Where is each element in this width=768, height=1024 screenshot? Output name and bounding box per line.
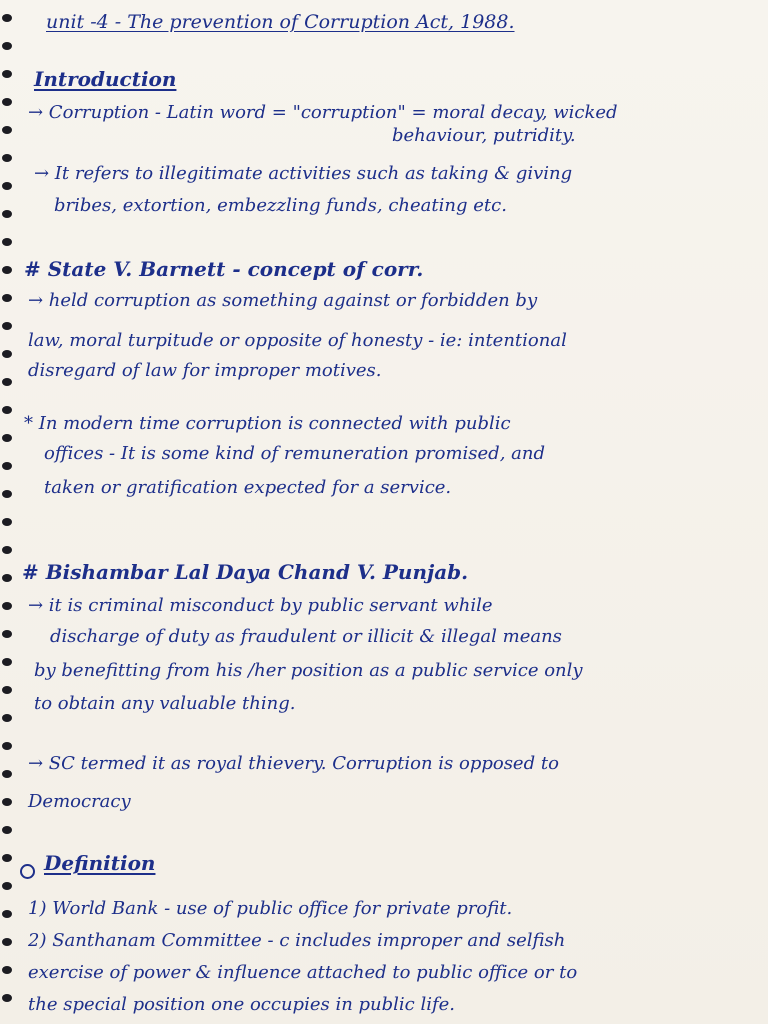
binding-hole <box>2 434 12 442</box>
note-line: law, moral turpitude or opposite of honesty - ie: intentional <box>28 330 567 351</box>
note-line: exercise of power & influence attached to public office or to <box>28 962 578 983</box>
binding-hole <box>2 854 12 862</box>
binding-hole <box>2 826 12 834</box>
binding-hole <box>2 210 12 218</box>
binding-hole <box>2 742 12 750</box>
note-line: → it is criminal misconduct by public servant while <box>28 595 493 616</box>
spiral-binding <box>0 0 22 1024</box>
binding-hole <box>2 798 12 806</box>
note-line: 2) Santhanam Committee - c includes improper and selfish <box>28 930 566 951</box>
binding-hole <box>2 350 12 358</box>
heading-bishambar-lal: # Bishambar Lal Daya Chand V. Punjab. <box>22 560 469 584</box>
heading-definition: Definition <box>44 851 156 875</box>
binding-hole <box>2 154 12 162</box>
note-line: 1) World Bank - use of public office for private profit. <box>28 898 513 919</box>
binding-hole <box>2 238 12 246</box>
binding-hole <box>2 994 12 1002</box>
binding-hole <box>2 322 12 330</box>
binding-hole <box>2 490 12 498</box>
binding-hole <box>2 882 12 890</box>
binding-hole <box>2 378 12 386</box>
binding-hole <box>2 910 12 918</box>
note-line: discharge of duty as fraudulent or illicit & illegal means <box>50 626 562 647</box>
binding-hole <box>2 14 12 22</box>
binding-hole <box>2 938 12 946</box>
note-line: → held corruption as something against or forbidden by <box>28 290 538 311</box>
note-line: → It refers to illegitimate activities such as taking & giving <box>34 163 573 184</box>
heading-state-v-barnett: # State V. Barnett - concept of corr. <box>24 257 424 281</box>
binding-hole <box>2 658 12 666</box>
heading-introduction: Introduction <box>34 67 177 91</box>
page-title: unit -4 - The prevention of Corruption Act, 1988. <box>46 11 515 33</box>
note-line: behaviour, putridity. <box>392 125 576 146</box>
note-line: * In modern time corruption is connected with public <box>24 413 511 434</box>
binding-hole <box>2 770 12 778</box>
note-line: disregard of law for improper motives. <box>28 360 382 381</box>
binding-hole <box>2 266 12 274</box>
note-line: → Corruption - Latin word = "corruption" = moral decay, wicked <box>28 102 618 123</box>
binding-hole <box>2 126 12 134</box>
note-line: Democracy <box>28 791 131 812</box>
binding-hole <box>2 602 12 610</box>
binding-hole <box>2 70 12 78</box>
binding-hole <box>2 574 12 582</box>
binding-hole <box>2 42 12 50</box>
binding-hole <box>2 462 12 470</box>
binding-hole <box>2 518 12 526</box>
note-line: to obtain any valuable thing. <box>34 693 296 714</box>
note-line: → SC termed it as royal thievery. Corruption is opposed to <box>28 753 559 774</box>
binding-hole <box>2 966 12 974</box>
binding-hole <box>2 630 12 638</box>
binding-hole <box>2 686 12 694</box>
note-line: by benefitting from his /her position as a public service only <box>34 660 583 681</box>
binding-hole <box>2 406 12 414</box>
note-line: taken or gratification expected for a service. <box>44 477 452 498</box>
binding-hole <box>2 714 12 722</box>
note-line: offices - It is some kind of remuneration promised, and <box>44 443 545 464</box>
binding-hole <box>2 294 12 302</box>
note-line: the special position one occupies in public life. <box>28 994 456 1015</box>
binding-hole <box>2 546 12 554</box>
note-line: bribes, extortion, embezzling funds, cheating etc. <box>54 195 507 216</box>
circle-bullet-icon <box>20 864 35 879</box>
binding-hole <box>2 98 12 106</box>
binding-hole <box>2 182 12 190</box>
